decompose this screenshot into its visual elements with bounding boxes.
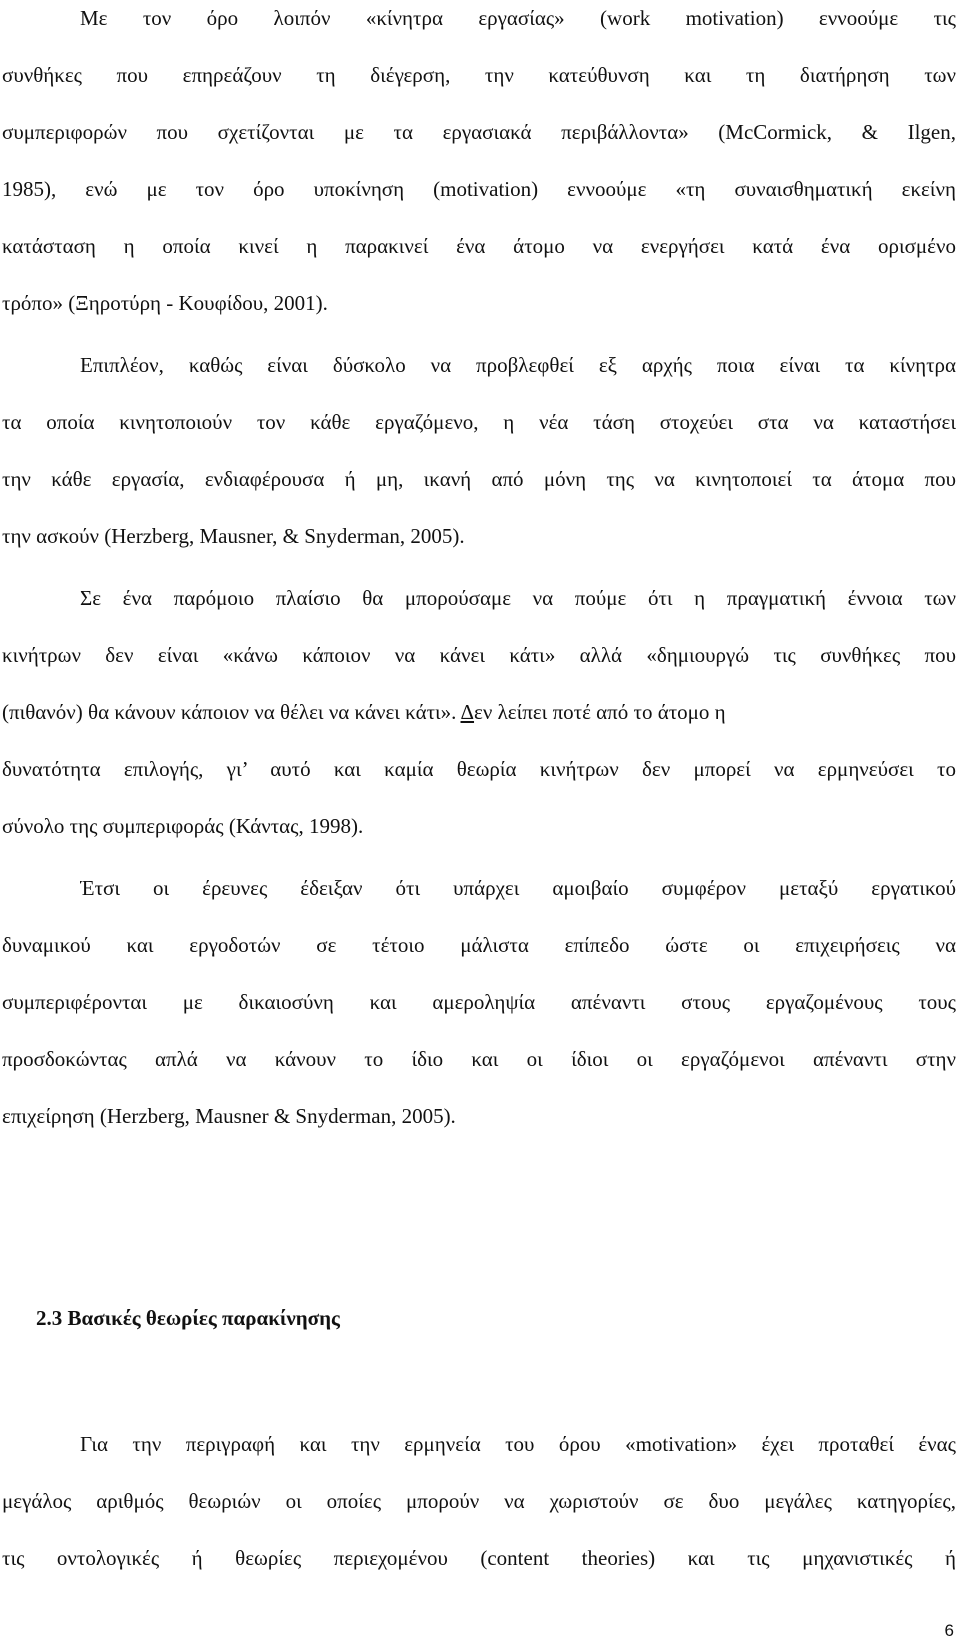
text-line: 1985), ενώ με τον όρο υποκίνηση (motivation) εννοούμε «τη συναισθηματική εκείνη [2,177,956,201]
text-line: σύνολο της συμπεριφοράς (Κάντας, 1998). [2,814,364,838]
page-number: 6 [944,1621,954,1640]
text-line: κατάσταση η οποία κινεί η παρακινεί ένα άτομο να ενεργήσει κατά ένα ορισμένο [2,234,956,258]
text-line [2,698,956,726]
text-line: Επιπλέον, καθώς είναι δύσκολο να προβλεφθεί εξ αρχής ποια είναι τα κίνητρα [80,353,956,377]
text-line: την κάθε εργασία, ενδιαφέρουσα ή μη, ικανή από μόνη της να κινητοποιεί τα άτομα που [2,467,956,491]
text-line: συνθήκες που επηρεάζουν τη διέγερση, την κατεύθυνση και τη διατήρηση των [2,63,956,87]
text-line: συμπεριφορών που σχετίζονται με τα εργασιακά περιβάλλοντα» (McCormick, & Ilgen, [2,120,956,144]
underlined-letter: Δ [460,700,475,724]
text-line: τις οντολογικές ή θεωρίες περιεχομένου (content theories) και τις μηχανιστικές ή [2,1546,956,1570]
text-segment: (πιθανόν) θα κάνουν κάποιον να θέλει να κάνει κάτι». [2,700,461,724]
text-line: προσδοκώντας απλά να κάνουν το ίδιο και οι ίδιοι οι εργαζόμενοι απέναντι στην [2,1047,956,1071]
text-line: τα οποία κινητοποιούν τον κάθε εργαζόμενο, η νέα τάση στοχεύει στα να καταστήσει [2,410,956,434]
text-line: δυναμικού και εργοδοτών σε τέτοιο μάλιστα επίπεδο ώστε οι επιχειρήσεις να [2,933,956,957]
text-line: τρόπο» (Ξηροτύρη - Κουφίδου, 2001). [2,291,328,315]
text-line: Έτσι οι έρευνες έδειξαν ότι υπάρχει αμοιβαίο συμφέρον μεταξύ εργατικού [80,876,956,900]
section-heading: 2.3 Βασικές θεωρίες παρακίνησης [36,1306,340,1330]
text-line: την ασκούν (Herzberg, Mausner, & Snyderman, 2005). [2,524,465,548]
text-line: συμπεριφέρονται με δικαιοσύνη και αμεροληψία απέναντι στους εργαζομένους τους [2,990,956,1014]
text-line: Με τον όρο λοιπόν «κίνητρα εργασίας» (work motivation) εννοούμε τις [80,6,956,30]
text-line: επιχείρηση (Herzberg, Mausner & Snyderman, 2005). [2,1104,456,1128]
text-line: μεγάλος αριθμός θεωριών οι οποίες μπορούν να χωριστούν σε δυο μεγάλες κατηγορίες, [2,1489,956,1513]
text-line: κινήτρων δεν είναι «κάνω κάποιον να κάνει κάτι» αλλά «δημιουργώ τις συνθήκες που [2,643,956,667]
text-line: Για την περιγραφή και την ερμηνεία του όρου «motivation» έχει προταθεί ένας [80,1432,956,1456]
text-line: Σε ένα παρόμοιο πλαίσιο θα μπορούσαμε να πούμε ότι η πραγματική έννοια των [80,586,956,610]
text-line: δυνατότητα επιλογής, γι’ αυτό και καμία θεωρία κινήτρων δεν μπορεί να ερμηνεύσει το [2,757,956,781]
text-segment: εν λείπει ποτέ από το άτομο η [474,700,726,724]
